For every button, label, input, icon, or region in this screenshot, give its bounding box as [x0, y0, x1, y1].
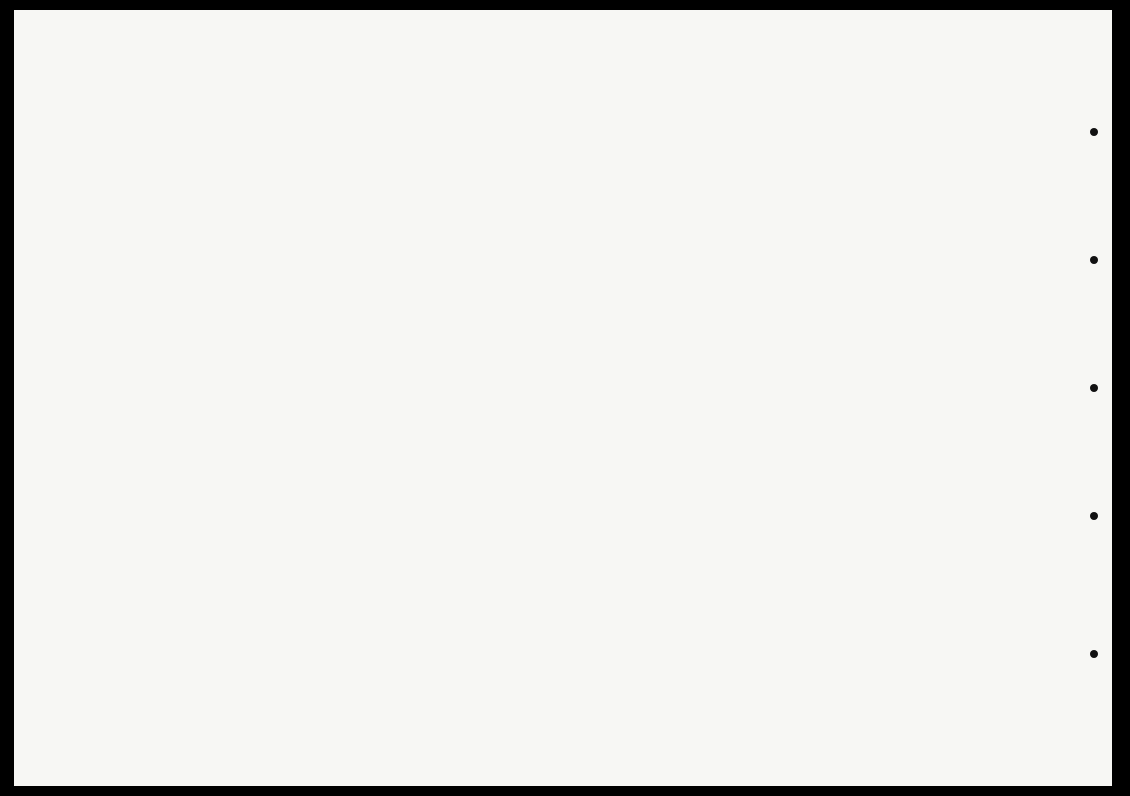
punch-hole	[1090, 256, 1098, 264]
punch-hole	[1090, 512, 1098, 520]
punch-hole	[1090, 384, 1098, 392]
census-grid	[14, 10, 1112, 786]
punch-hole	[1090, 128, 1098, 136]
census-sheet	[14, 10, 1112, 786]
punch-hole	[1090, 650, 1098, 658]
